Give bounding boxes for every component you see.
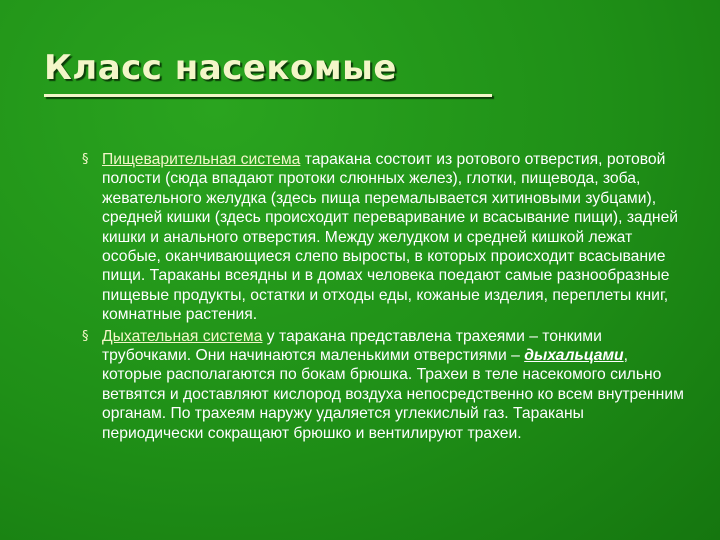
bullet-respiratory-system — [84, 327, 689, 443]
bullet-text: таракана состоит из ротового отверстия, ротовой полости (сюда впадают протоки слюнных желез), глотки, пищевода, зоба, жевательного желудка (здесь пища перемалывается хитиновыми зубцами), средней кишки (здесь происходит переваривание и всасывание пищи), задней кишки и анального отверстия. Между желудком и средней кишкой лежат особые, оканчивающиеся слепо выросты, в которых происходит всасывание пищи. Тараканы всеядны и в домах человека поедают самые разнообразные пищевые продукты, остатки и отходы еды, кожаные изделия, переплеты книг, комнатные растения. — [102, 151, 679, 324]
bullet-digestive-system — [84, 150, 689, 325]
title-underline — [44, 94, 492, 97]
slide-content — [84, 150, 689, 445]
emphasis-spiracles: дыхальцами — [524, 347, 624, 365]
bullet-marker-icon: § — [82, 152, 89, 167]
term-respiratory-system: Дыхательная система — [102, 327, 263, 345]
bullet-text: , которые располагаются по бокам брюшка. Трахеи в теле насекомого сильно ветвятся и доставляют кислород воздуха непосредственно ко всем внутренним органам. По трахеям наружу удаляется углекислый газ. Тараканы периодически сокращают брюшко и вентилируют трахеи. — [102, 347, 684, 442]
slide-title: Класс насекомые — [44, 48, 397, 88]
bullet-marker-icon: § — [82, 328, 89, 344]
bullet-text: у таракана представлена трахеями – тонкими трубочками. Они начинаются маленькими отверстиями – — [102, 327, 602, 365]
term-digestive-system: Пищеварительная система — [102, 151, 301, 168]
